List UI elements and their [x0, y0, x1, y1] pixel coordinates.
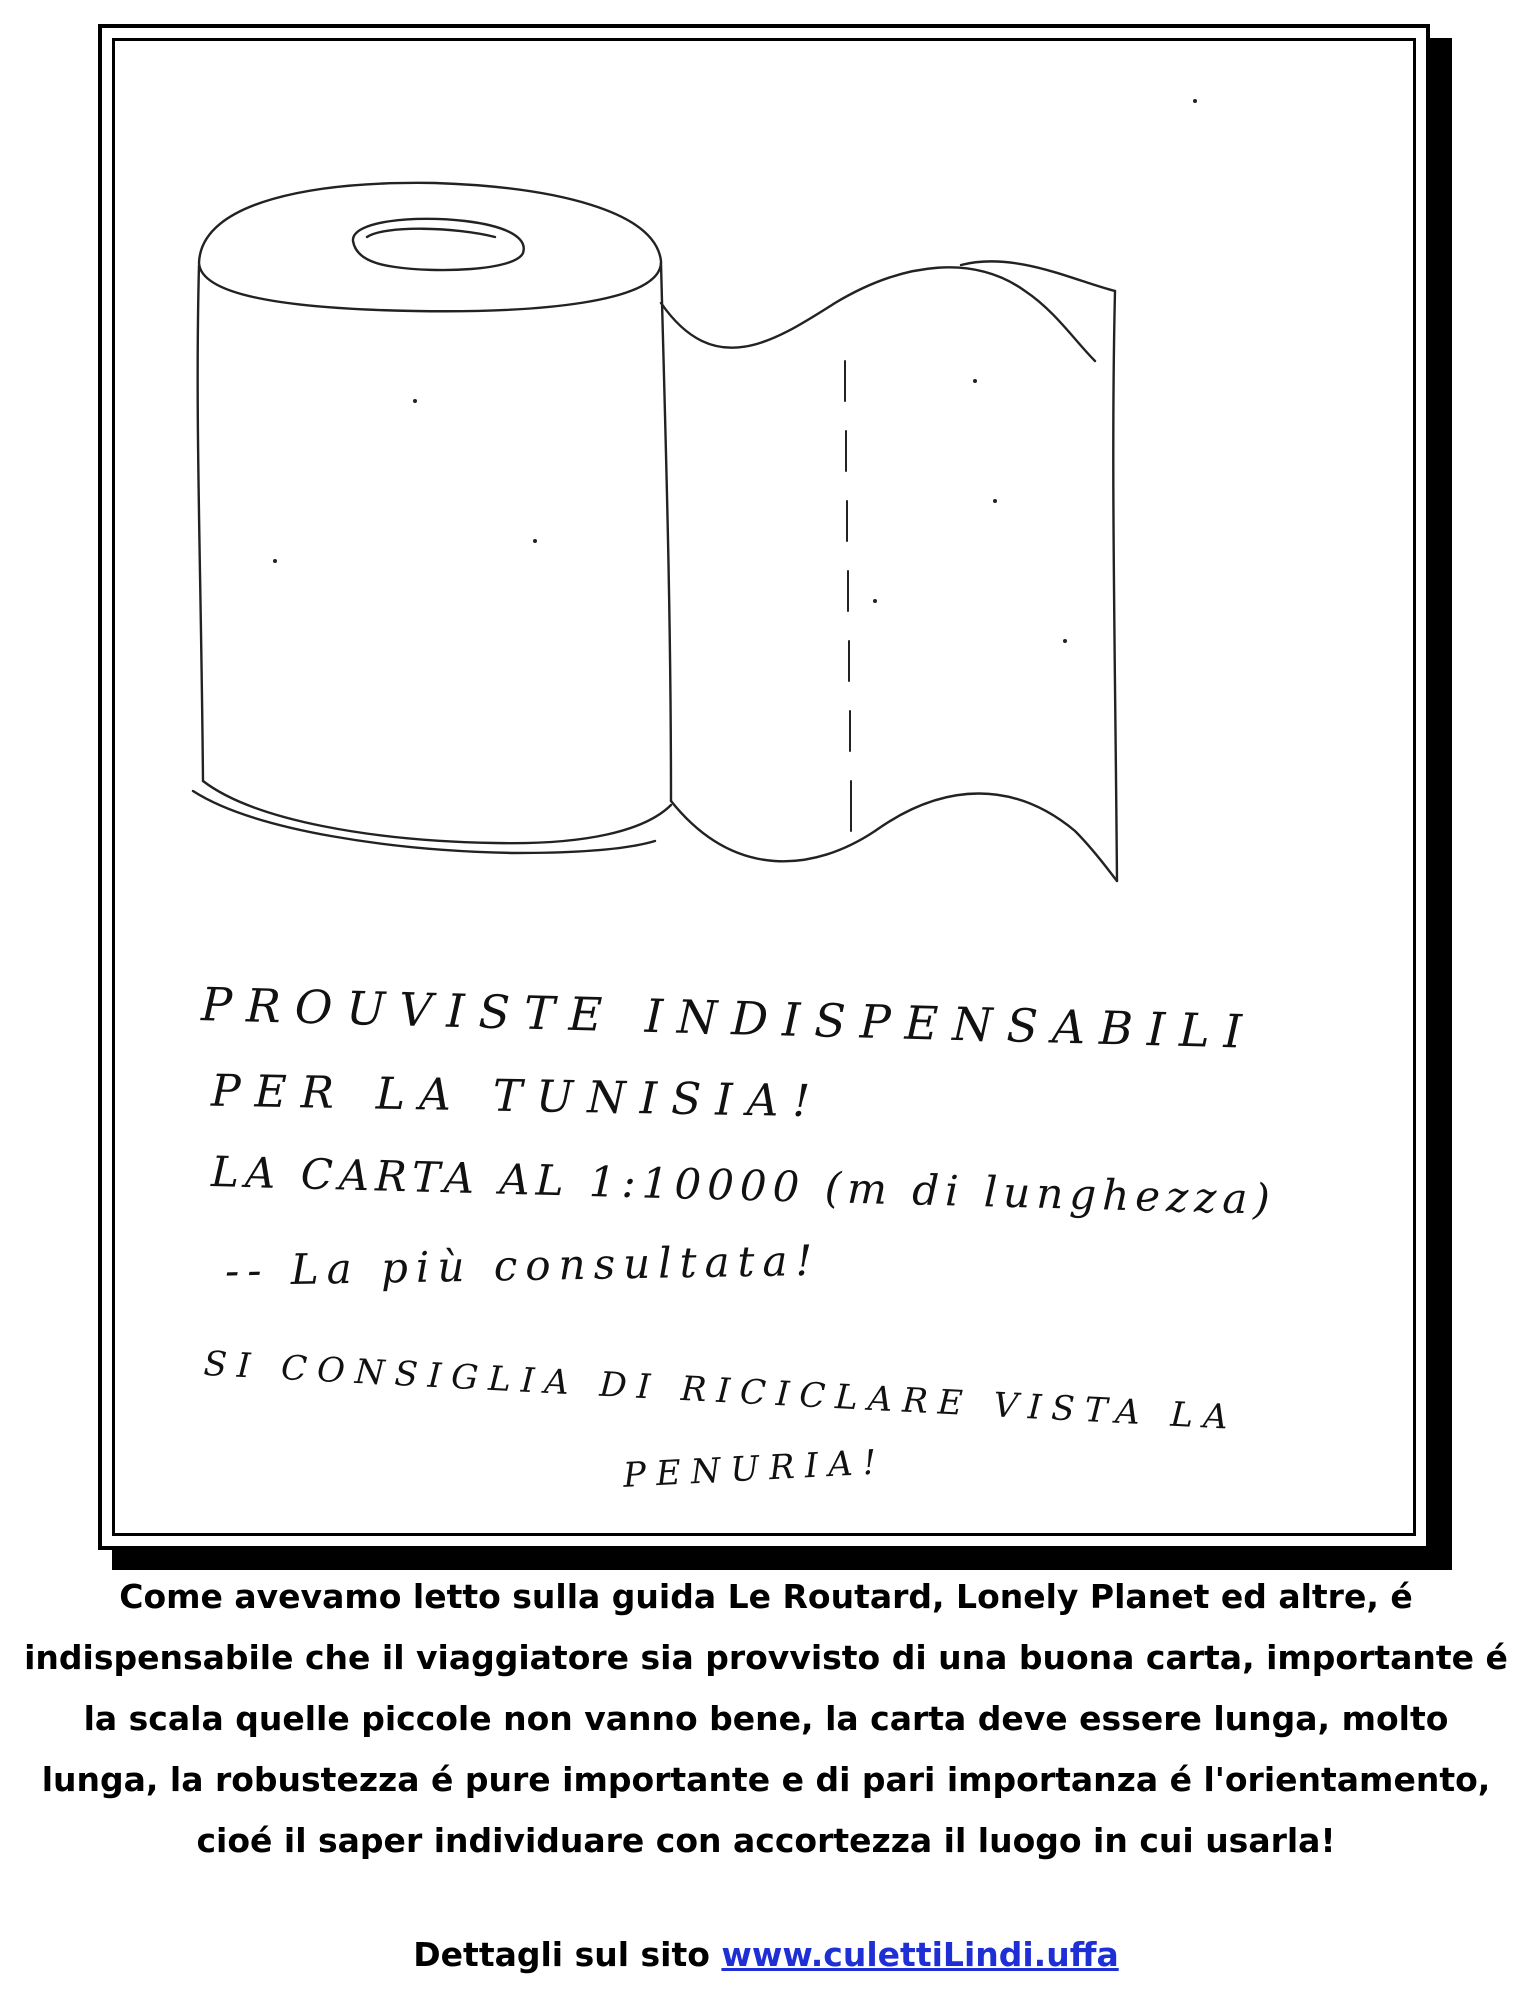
sheet-perforation — [845, 361, 851, 831]
roll-top-ellipse — [199, 183, 661, 311]
roll-bottom-edge — [193, 791, 655, 853]
caption-paragraph — [20, 1566, 1512, 1871]
drawing-frame — [98, 24, 1430, 1550]
roll-bottom — [203, 781, 671, 843]
sheet-top-wave — [661, 267, 1095, 361]
roll-core-hole — [353, 219, 524, 270]
caption-text: Come avevamo letto sulla guida Le Routard, Lonely Planet ed altre, é indispensabile che il viaggiatore sia provvisto di una buona carta, importante é la scala quelle piccole non vanno bene, la carta deve essere lunga, molto lunga, la robustezza é pure importante e di pari importanza é l'orientamento, cioé il saper individuare con accortezza il luogo in cui usarla! — [24, 1577, 1508, 1860]
details-prefix: Dettagli sul sito — [413, 1935, 722, 1974]
roll-right-side — [661, 263, 671, 801]
roll-left-side — [198, 265, 203, 781]
handwritten-line-4: -- La più consultata! — [224, 1235, 821, 1296]
details-line — [20, 1930, 1512, 1980]
sheet-bottom-wave — [671, 794, 1117, 882]
roll-core-inner — [367, 229, 495, 237]
handwritten-line-2: PER LA TUNISIA! — [210, 1065, 825, 1128]
site-link[interactable]: www.culettiLindi.uffa — [721, 1935, 1119, 1974]
sheet-right-edge — [1113, 291, 1117, 881]
drawing-frame-inner — [112, 38, 1416, 1536]
handwritten-line-6: PENURIA! — [622, 1442, 888, 1496]
handwritten-line-3: LA CARTA AL 1:10000 (m di lunghezza) — [210, 1147, 1277, 1224]
handwritten-line-5: SI CONSIGLIA DI RICICLARE VISTA LA — [202, 1343, 1239, 1439]
sheet-top-edge — [961, 261, 1115, 291]
toilet-paper-roll-sketch — [115, 41, 1413, 1533]
handwritten-line-1: PROUVISTE INDISPENSABILI — [200, 977, 1257, 1059]
